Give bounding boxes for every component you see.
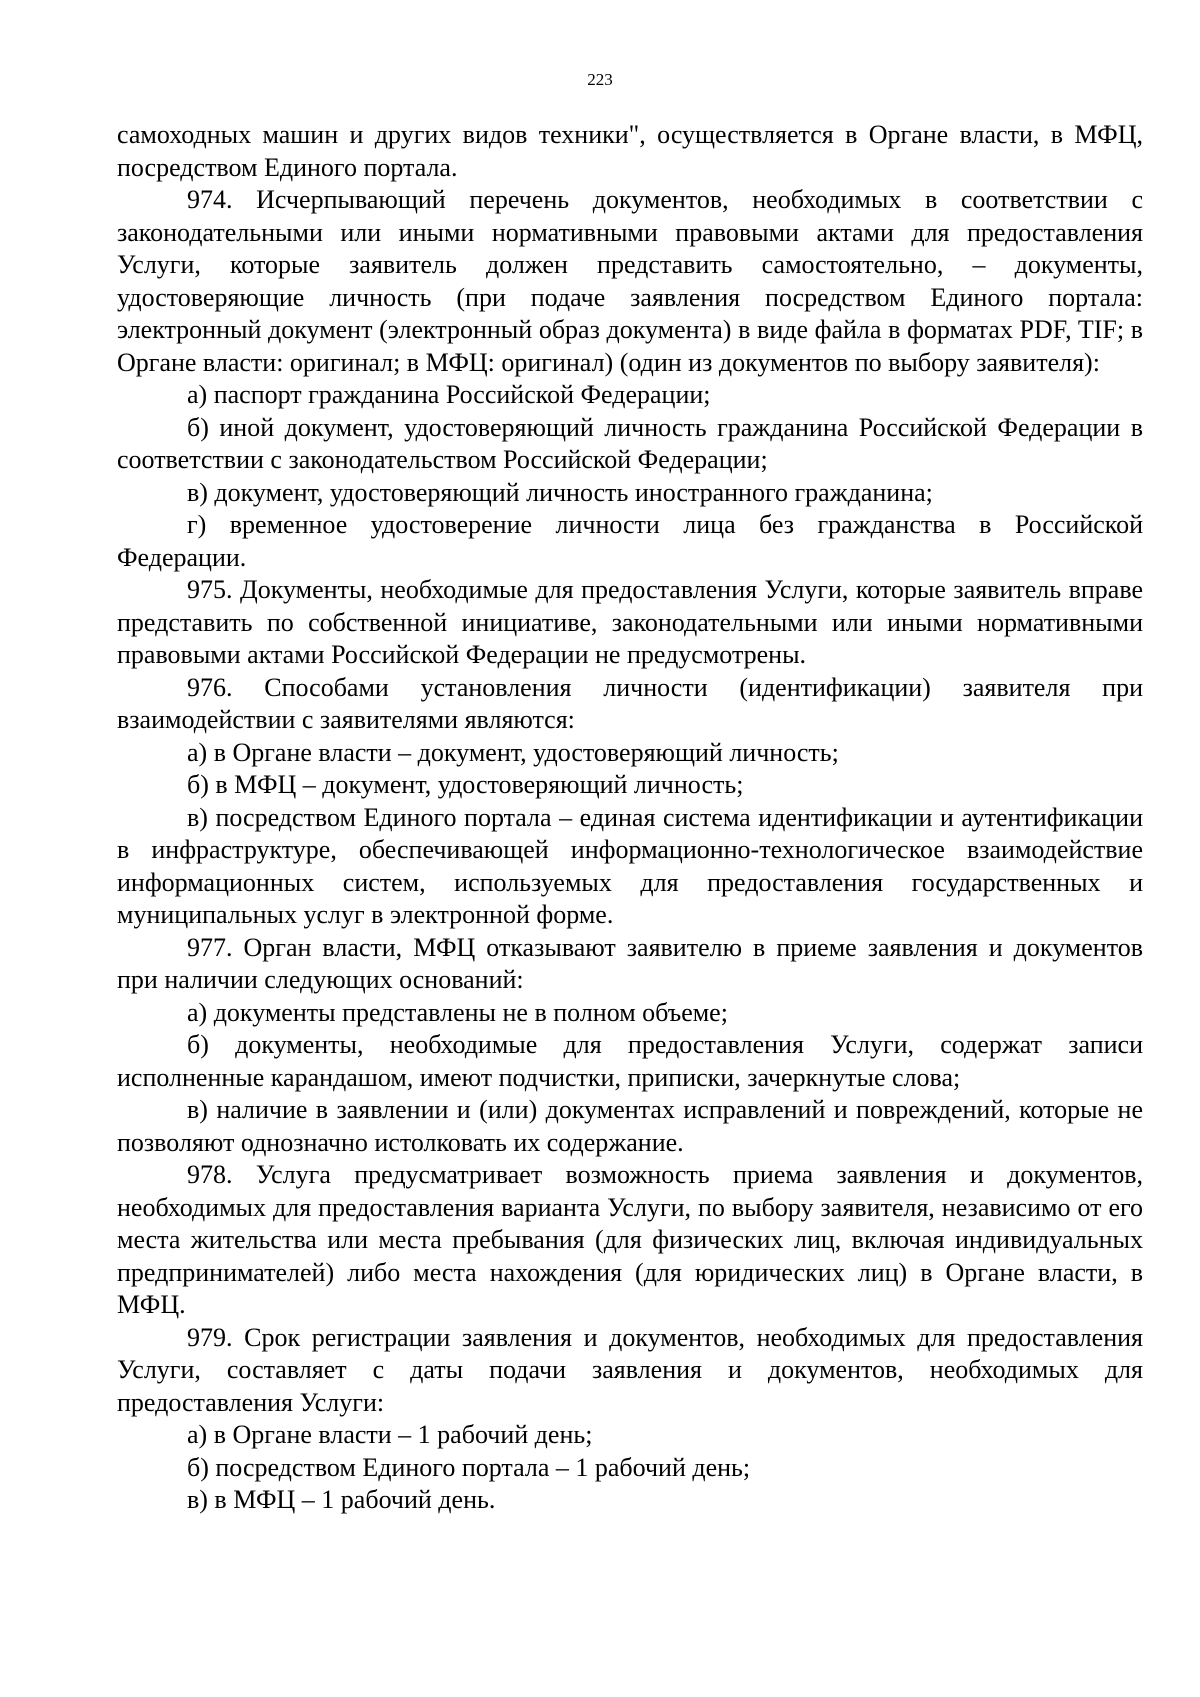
paragraph-976: 976. Способами установления личности (идентификации) заявителя при взаимодействии с заявителями являются:: [117, 672, 1143, 734]
list-item-974-b: б) иной документ, удостоверяющий личность гражданина Российской Федерации в соответствии с законодательством Российской Федерации;: [117, 412, 1143, 474]
paragraph-978: 978. Услуга предусматривает возможность приема заявления и документов, необходимых для предоставления варианта Услуги, по выбору заявителя, независимо от его места жительства или места пребывания (для физических лиц, включая индивидуальных предпринимателей) либо места нахождения (для юридических лиц) в Органе власти, в МФЦ.: [117, 1160, 1143, 1319]
page-number: 223: [587, 70, 613, 89]
list-item-977-a: а) документы представлены не в полном объеме;: [187, 997, 728, 1027]
list-item-979-b: б) посредством Единого портала – 1 рабочий день;: [187, 1452, 751, 1482]
list-item-977-b: б) документы, необходимые для предоставления Услуги, содержат записи исполненные карандашом, имеют подчистки, приписки, зачеркнутые слова;: [117, 1030, 1143, 1092]
list-item-974-a: а) паспорт гражданина Российской Федерации;: [187, 380, 711, 409]
list-item-979-v: в) в МФЦ – 1 рабочий день.: [187, 1485, 496, 1514]
paragraph-974: 974. Исчерпывающий перечень документов, необходимых в соответствии с законодательными или иными нормативными правовыми актами для предоставления Услуги, которые заявитель должен представить самостоятельно, – документы, удостоверяющие личность (при подаче заявления посредством Единого портала: электронный документ (электронный образ документа) в виде файла в форматах PDF, TIF; в Органе власти: оригинал; в МФЦ: оригинал) (один из документов по выбору заявителя):: [117, 185, 1143, 377]
paragraph-979: 979. Срок регистрации заявления и документов, необходимых для предоставления Услуги, составляет с даты подачи заявления и документов, необходимых для предоставления Услуги:: [117, 1322, 1143, 1417]
list-item-976-v: в) посредством Единого портала – единая система идентификации и аутентификации в инфраструктуре, обеспечивающей информационно-технологическое взаимодействие информационных систем, используемых для предоставления государственных и муниципальных услуг в электронной форме.: [117, 802, 1143, 929]
list-item-974-g: г) временное удостоверение личности лица без гражданства в Российской Федерации.: [117, 510, 1143, 572]
list-item-979-a: а) в Органе власти – 1 рабочий день;: [187, 1420, 593, 1449]
paragraph-continuation: самоходных машин и других видов техники", осуществляется в Органе власти, в МФЦ, посредством Единого портала.: [117, 120, 1143, 182]
body-text: [117, 119, 1143, 1517]
list-item-976-a: а) в Органе власти – документ, удостоверяющий личность;: [187, 737, 839, 767]
list-item-974-v: в) документ, удостоверяющий личность иностранного гражданина;: [187, 477, 933, 507]
paragraph-977: 977. Орган власти, МФЦ отказывают заявителю в приеме заявления и документов при наличии следующих оснований:: [117, 932, 1143, 994]
list-item-976-b: б) в МФЦ – документ, удостоверяющий личность;: [187, 770, 744, 799]
paragraph-975: 975. Документы, необходимые для предоставления Услуги, которые заявитель вправе представить по собственной инициативе, законодательными или иными нормативными правовыми актами Российской Федерации не предусмотрены.: [117, 575, 1143, 669]
list-item-977-v: в) наличие в заявлении и (или) документах исправлений и повреждений, которые не позволяют однозначно истолковать их содержание.: [117, 1095, 1143, 1157]
